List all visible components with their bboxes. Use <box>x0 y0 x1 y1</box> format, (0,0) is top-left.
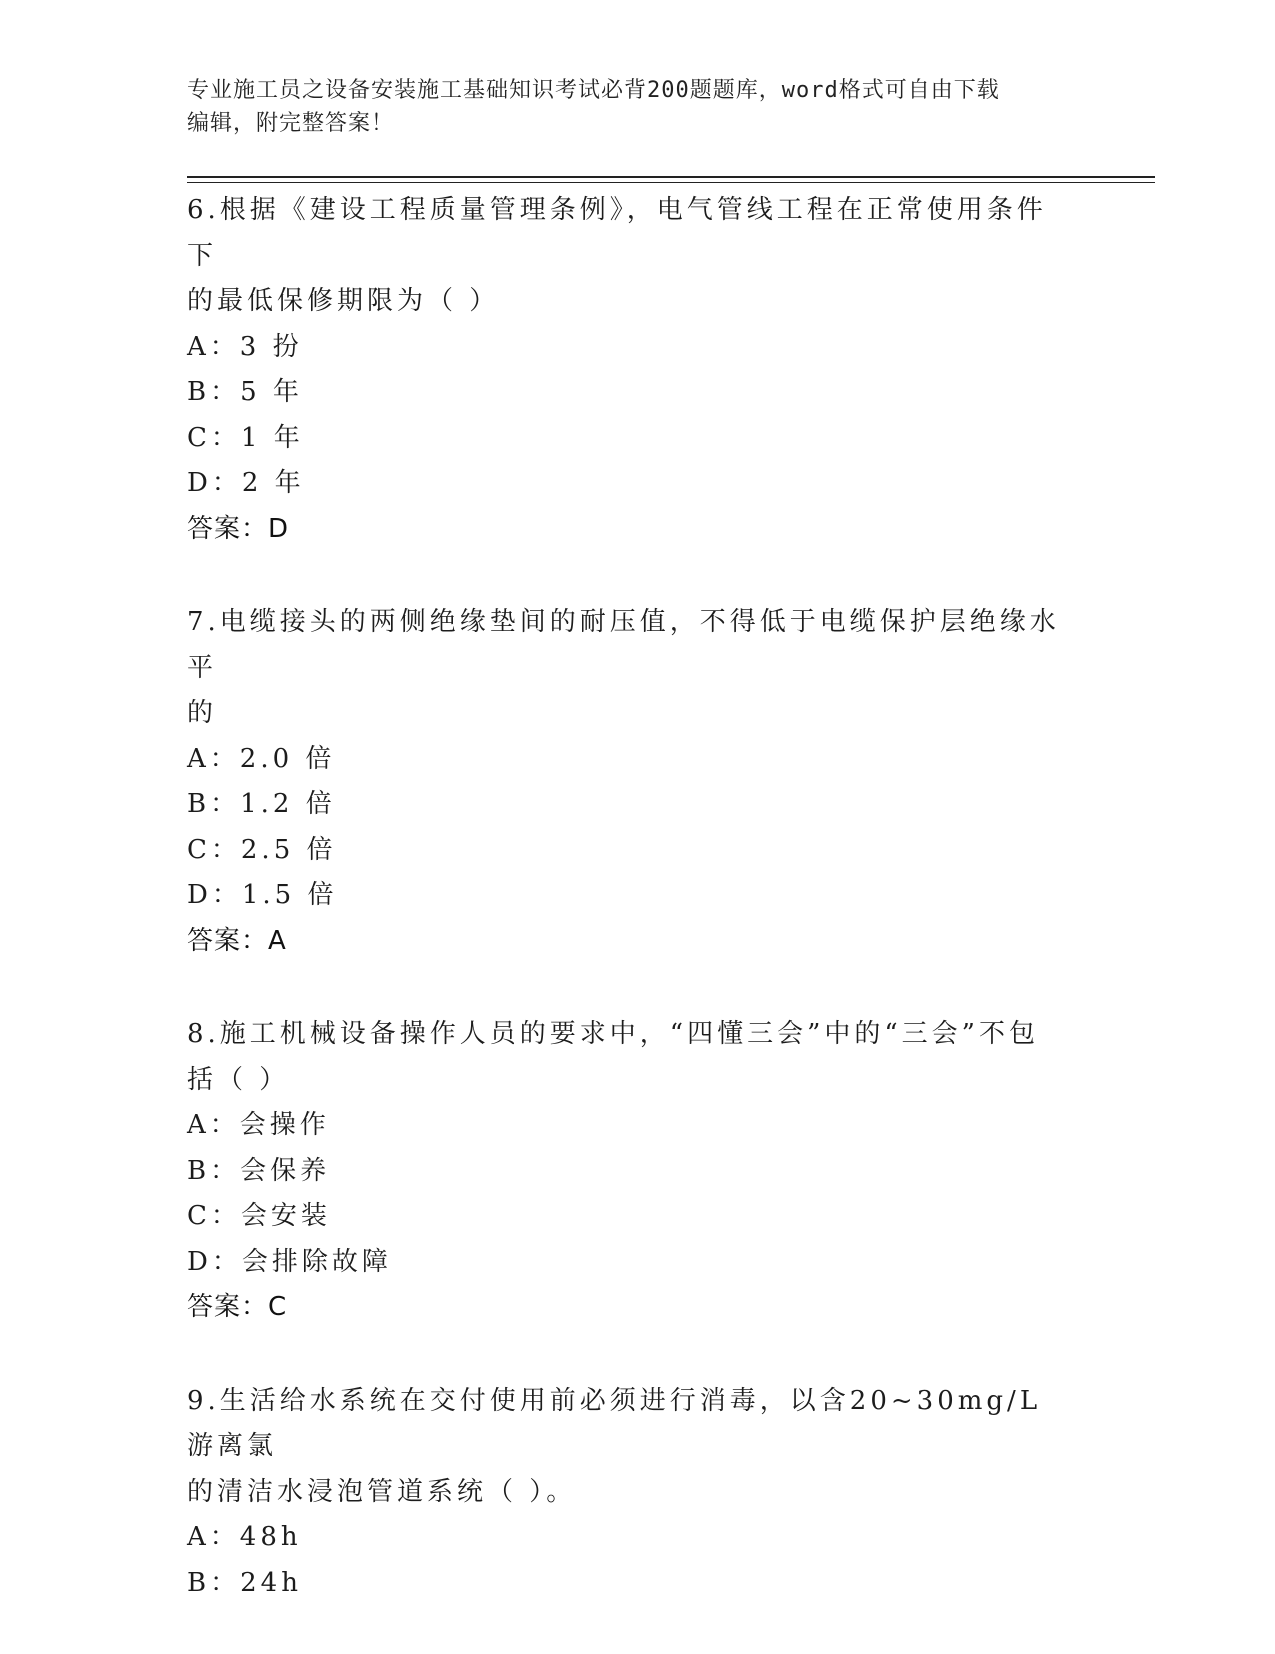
option-c: C：1 年 <box>187 422 304 453</box>
document-header <box>187 74 1067 140</box>
answer: 答案：A <box>187 925 287 956</box>
question-text-line-1: 8.施工机械设备操作人员的要求中，“四懂三会”中的“三会”不包 <box>187 1019 1039 1049</box>
header-divider-thin <box>187 182 1155 183</box>
question-text-line-1: 6.根据《建设工程质量管理条例》，电气管线工程在正常使用条件下 <box>187 195 1047 271</box>
answer: 答案：C <box>187 1292 288 1322</box>
question-7 <box>187 600 1067 964</box>
question-9 <box>187 1379 1067 1607</box>
option-d: D：1.5 倍 <box>187 880 338 910</box>
header-line-2: 编辑，附完整答案！ <box>187 111 395 136</box>
option-c: C：2.5 倍 <box>187 834 337 865</box>
question-list <box>187 188 1067 1654</box>
question-text-line-2: 的最低保修期限为（ ） <box>187 286 500 316</box>
option-b: B：会保养 <box>187 1155 331 1186</box>
option-a: A：2.0 倍 <box>187 743 336 774</box>
option-b: B：5 年 <box>187 377 303 407</box>
option-d: D：会排除故障 <box>187 1246 392 1277</box>
option-a: A：3 扮 <box>187 331 303 362</box>
question-8 <box>187 1012 1067 1331</box>
option-b: B：1.2 倍 <box>187 789 336 819</box>
option-a: A：48h <box>187 1522 302 1552</box>
question-6 <box>187 188 1067 552</box>
answer: 答案：D <box>187 513 290 544</box>
question-text-line-2: 的清洁水浸泡管道系统（ ）。 <box>187 1476 577 1507</box>
option-c: C：会安装 <box>187 1201 331 1231</box>
option-d: D：2 年 <box>187 468 305 498</box>
question-text-line-1: 9.生活给水系统在交付使用前必须进行消毒，以含20~30mg/L游离氯 <box>187 1385 1042 1461</box>
option-b: B：24h <box>187 1567 302 1598</box>
header-line-1: 专业施工员之设备安装施工基础知识考试必背200题题库，word格式可自由下载 <box>187 78 1000 103</box>
header-divider-thick <box>187 176 1155 178</box>
question-text-line-2: 括（ ） <box>187 1064 290 1095</box>
question-text-line-1: 7.电缆接头的两侧绝缘垫间的耐压值，不得低于电缆保护层绝缘水平 <box>187 607 1060 683</box>
option-a: A：会操作 <box>187 1110 330 1140</box>
question-text-line-2: 的 <box>187 698 218 728</box>
